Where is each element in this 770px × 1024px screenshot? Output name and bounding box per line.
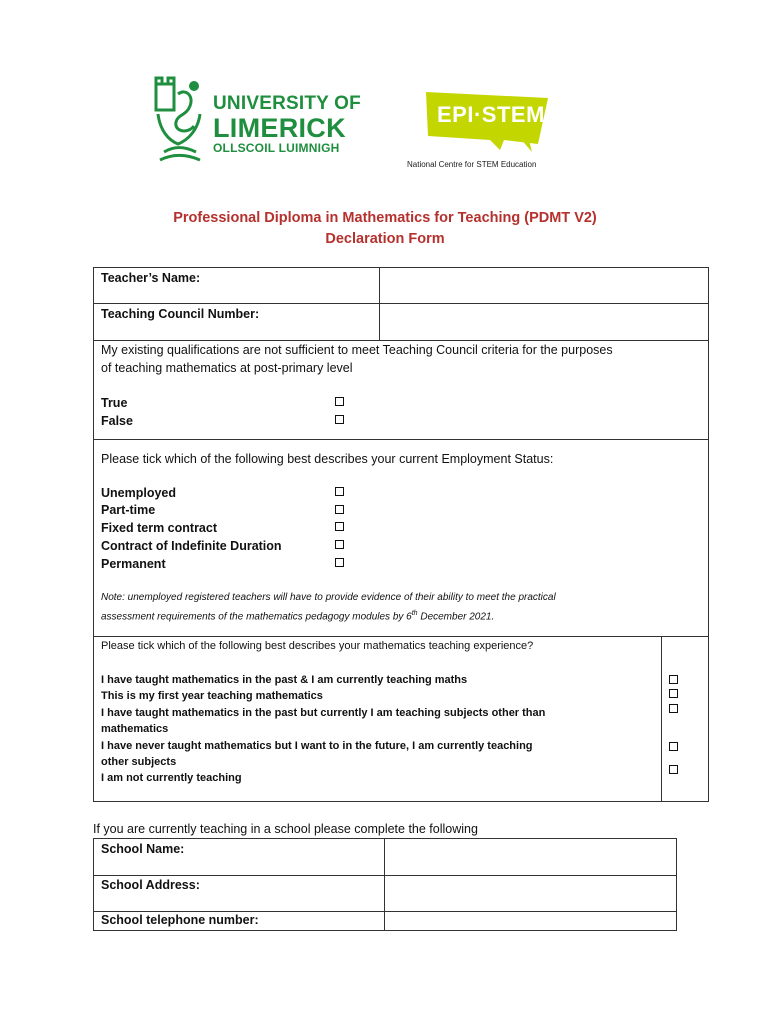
experience-prompt: Please tick which of the following best describes your mathematics teaching experience?	[101, 640, 534, 652]
experience-option-label: other subjects	[101, 756, 177, 768]
note-text: assessment requirements of the mathematics pedagogy modules by 6	[101, 611, 412, 623]
experience-option-label: I have never taught mathematics but I want to in the future, I am currently teaching	[101, 740, 533, 752]
council-number-field[interactable]	[379, 303, 709, 341]
logo-text-ollscoil: OLLSCOIL LUIMNIGH	[213, 141, 340, 155]
logo-text-limerick: LIMERICK	[213, 113, 346, 143]
employment-option-label: Unemployed	[101, 486, 177, 500]
form-title: Professional Diploma in Mathematics for Teaching (PDMT V2)	[173, 210, 597, 226]
option-false-checkbox[interactable]	[335, 415, 344, 424]
school-phone-label: School telephone number:	[101, 913, 259, 927]
experience-option-label: This is my first year teaching mathematics	[101, 690, 323, 702]
employment-note-line2	[101, 606, 494, 625]
employment-option-label: Part-time	[101, 503, 156, 517]
experience-checkbox-3[interactable]	[669, 704, 678, 713]
experience-checkbox-4[interactable]	[669, 742, 678, 751]
employment-permanent-checkbox[interactable]	[335, 558, 344, 567]
option-false-label: False	[101, 414, 133, 428]
experience-option-label: I have taught mathematics in the past & I am currently teaching maths	[101, 674, 468, 686]
school-address-label: School Address:	[101, 878, 200, 892]
council-number-label: Teaching Council Number:	[101, 307, 260, 321]
employment-prompt: Please tick which of the following best describes your current Employment Status:	[101, 452, 554, 466]
employment-indefinite-checkbox[interactable]	[335, 540, 344, 549]
teacher-name-field[interactable]	[379, 267, 709, 304]
teacher-name-label: Teacher’s Name:	[101, 271, 201, 285]
option-true-label: True	[101, 396, 128, 410]
experience-checkbox-5[interactable]	[669, 765, 678, 774]
note-text-end: December 2021.	[417, 611, 495, 623]
employment-option-label: Contract of Indefinite Duration	[101, 539, 282, 553]
employment-note-line1: Note: unemployed registered teachers will have to provide evidence of their ability to meet the practical	[101, 592, 556, 603]
epistem-logo-text: EPI·STEM	[437, 102, 545, 127]
employment-fixedterm-checkbox[interactable]	[335, 522, 344, 531]
school-address-field[interactable]	[384, 875, 677, 912]
school-intro: If you are currently teaching in a school please complete the following	[93, 822, 478, 836]
experience-option-label: I am not currently teaching	[101, 772, 242, 784]
employment-parttime-checkbox[interactable]	[335, 505, 344, 514]
employment-option-label: Fixed term contract	[101, 521, 218, 535]
experience-checkbox-2[interactable]	[669, 689, 678, 698]
employment-unemployed-checkbox[interactable]	[335, 487, 344, 496]
experience-option-label: I have taught mathematics in the past but currently I am teaching subjects other than	[101, 707, 546, 719]
note-superscript: th	[411, 610, 418, 617]
qualifications-statement-line1: My existing qualifications are not sufficient to meet Teaching Council criteria for the purposes	[101, 343, 613, 357]
experience-checkbox-1[interactable]	[669, 675, 678, 684]
qualifications-statement-line2: of teaching mathematics at post-primary level	[101, 361, 353, 375]
form-subtitle: Declaration Form	[325, 231, 445, 247]
epistem-subtitle: National Centre for STEM Education	[407, 160, 537, 169]
school-phone-field[interactable]	[384, 911, 677, 931]
option-true-checkbox[interactable]	[335, 397, 344, 406]
experience-checkbox-cell	[661, 636, 709, 802]
school-name-field[interactable]	[384, 838, 677, 876]
school-name-label: School Name:	[101, 842, 185, 856]
logo-text-university-of: UNIVERSITY OF	[213, 93, 361, 114]
limerick-crest-icon	[150, 74, 206, 166]
employment-option-label: Permanent	[101, 557, 166, 571]
experience-option-label: mathematics	[101, 723, 169, 735]
